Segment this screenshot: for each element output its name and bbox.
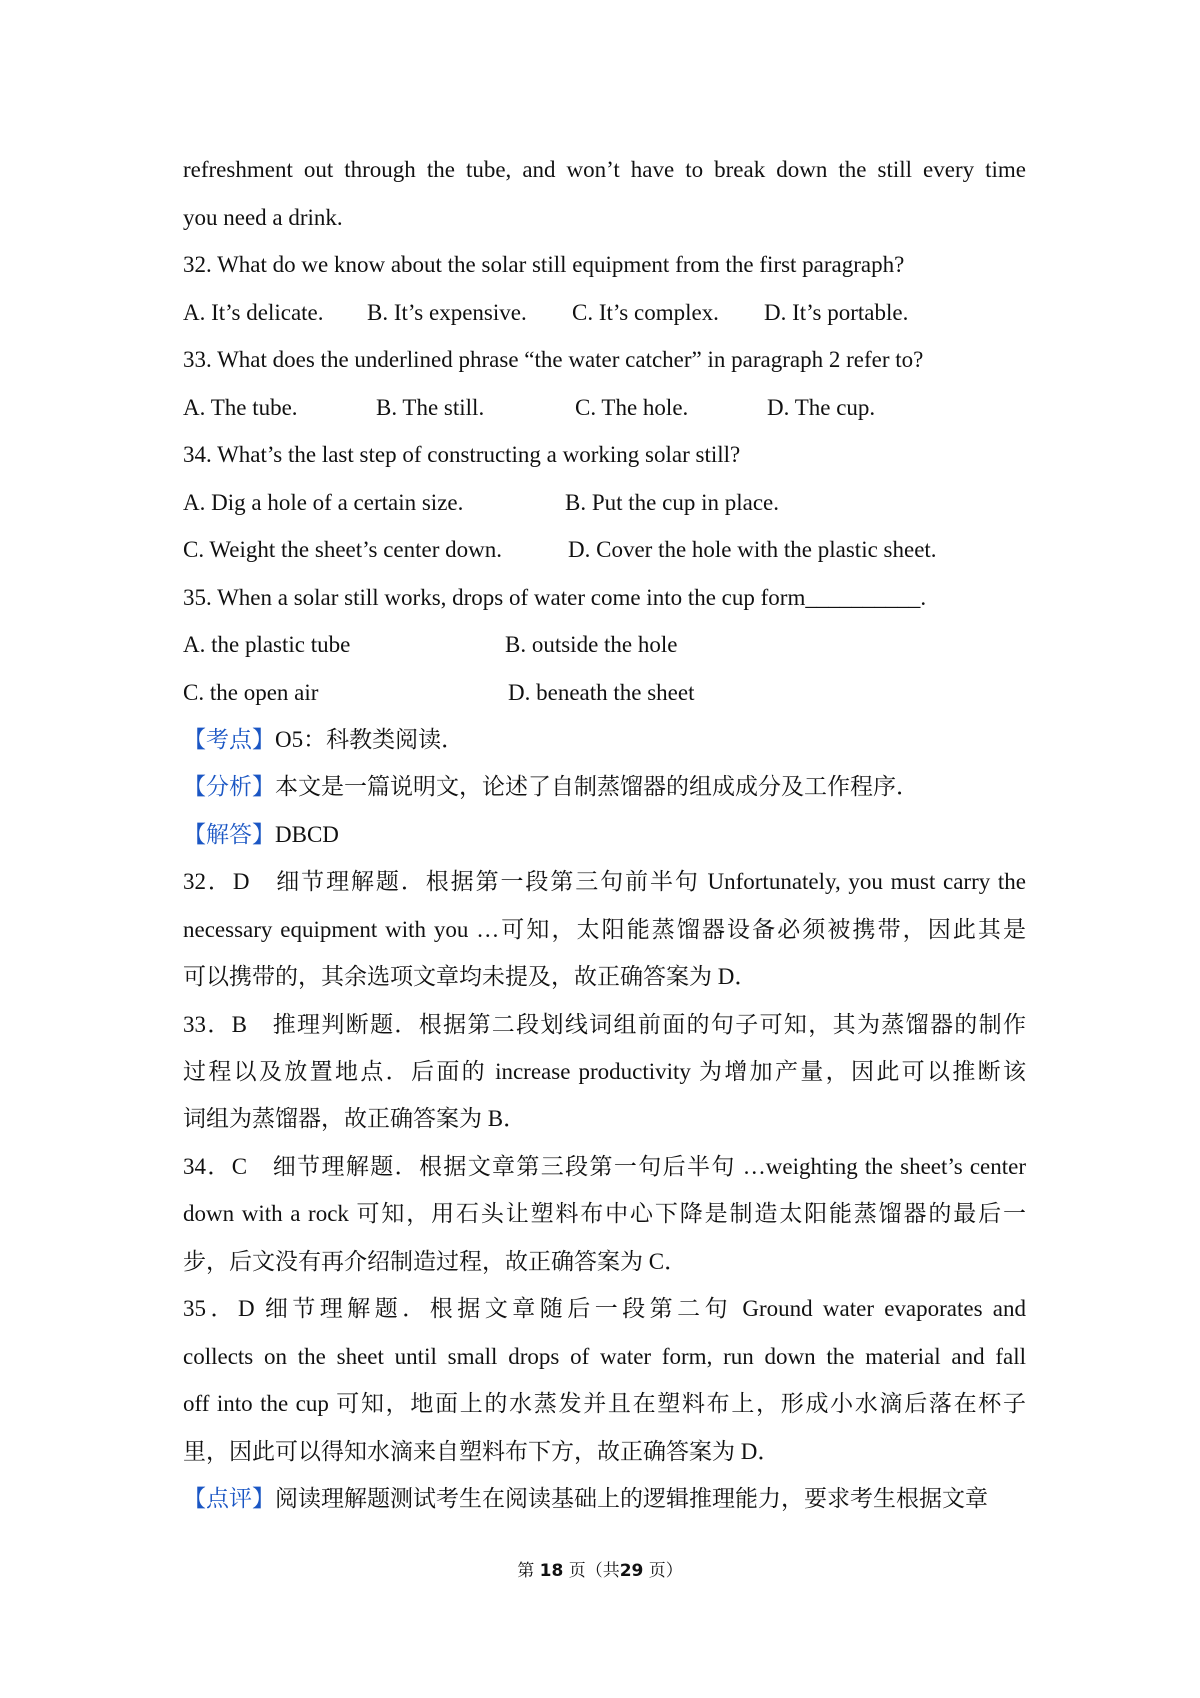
explanation-35-line: 里，因此可以得知水滴来自塑料布下方，故正确答案为 D． <box>183 1439 781 1464</box>
question-35-options-row2 <box>183 678 694 708</box>
footer-page-number: 18 <box>539 1561 564 1581</box>
question-32-options <box>183 298 908 328</box>
explanation-33-line: 过程以及放置地点．后面的 increase productivity 为增加产量，因此可以推断该 <box>183 1059 1026 1084</box>
fenxi-text: 本文是一篇说明文，论述了自制蒸馏器的组成成分及工作程序． <box>275 774 919 799</box>
explanation-33-line: 33．B 推理判断题．根据第二段划线词组前面的句子可知，其为蒸馏器的制作 <box>183 1012 1026 1037</box>
dianping-label: 【点评】 <box>183 1486 275 1511</box>
passage-line: refreshment out through the tube, and won’t have to break down the still every time <box>183 157 1026 182</box>
option-b: B. outside the hole <box>505 632 678 657</box>
question-34-stem: 34. What’s the last step of constructing a working solar still? <box>183 442 741 467</box>
dianping-section <box>183 1484 988 1514</box>
footer-suffix: 页） <box>648 1561 683 1581</box>
option-b: B. Put the cup in place. <box>565 490 779 515</box>
explanation-34-line: 步，后文没有再介绍制造过程，故正确答案为 C． <box>183 1249 688 1274</box>
footer-total-pages: 29 <box>619 1561 644 1581</box>
fenxi-section <box>183 772 919 802</box>
option-d: D. The cup. <box>767 395 876 420</box>
option-d: D. It’s portable. <box>764 300 909 325</box>
question-33-options <box>183 393 875 423</box>
option-a: A. Dig a hole of a certain size. <box>183 490 464 515</box>
explanation-35-line: 35．D 细节理解题．根据文章随后一段第二句 Ground water evaporates and <box>183 1296 1026 1321</box>
question-32-stem: 32. What do we know about the solar still equipment from the first paragraph? <box>183 252 905 277</box>
kaodian-label: 【考点】 <box>183 727 275 752</box>
option-a: A. the plastic tube <box>183 632 351 657</box>
option-c: C. Weight the sheet’s center down. <box>183 537 503 562</box>
explanation-34-line: down with a rock 可知，用石头让塑料布中心下降是制造太阳能蒸馏器的最后一 <box>183 1201 1026 1226</box>
question-34-options-row2 <box>183 535 937 565</box>
option-d: D. beneath the sheet <box>508 680 695 705</box>
jieda-section <box>183 820 339 850</box>
option-a: A. The tube. <box>183 395 298 420</box>
kaodian-text: O5：科教类阅读． <box>275 727 465 752</box>
explanation-34-line: 34．C 细节理解题．根据文章第三段第一句后半句 …weighting the sheet’s center <box>183 1154 1026 1179</box>
explanation-35-line: collects on the sheet until small drops of water form, run down the material and fall <box>183 1344 1026 1369</box>
page-footer <box>0 1559 1200 1583</box>
option-b: B. The still. <box>376 395 485 420</box>
footer-middle: 页（共 <box>568 1561 620 1581</box>
explanation-33-line: 词组为蒸馏器，故正确答案为 B． <box>183 1106 527 1131</box>
option-d: D. Cover the hole with the plastic sheet. <box>568 537 937 562</box>
option-c: C. It’s complex. <box>572 300 719 325</box>
kaodian-section <box>183 725 464 755</box>
fenxi-label: 【分析】 <box>183 774 275 799</box>
jieda-label: 【解答】 <box>183 822 275 847</box>
option-c: C. the open air <box>183 680 319 705</box>
option-b: B. It’s expensive. <box>367 300 527 325</box>
explanation-32-line: 可以携带的，其余选项文章均未提及，故正确答案为 D． <box>183 964 758 989</box>
question-35-stem: 35. When a solar still works, drops of water come into the cup form__________. <box>183 585 927 610</box>
question-34-options-row1 <box>183 488 779 518</box>
explanation-32-line: 32．D 细节理解题．根据第一段第三句前半句 Unfortunately, you must carry the <box>183 869 1026 894</box>
explanation-32-line: necessary equipment with you …可知，太阳能蒸馏器设备必须被携带，因此其是 <box>183 917 1026 942</box>
passage-line: you need a drink. <box>183 205 343 230</box>
option-a: A. It’s delicate. <box>183 300 324 325</box>
question-33-stem: 33. What does the underlined phrase “the water catcher” in paragraph 2 refer to? <box>183 347 924 372</box>
dianping-text: 阅读理解题测试考生在阅读基础上的逻辑推理能力，要求考生根据文章 <box>275 1486 988 1511</box>
option-c: C. The hole. <box>575 395 689 420</box>
explanation-35-line: off into the cup 可知，地面上的水蒸发并且在塑料布上，形成小水滴后落在杯子 <box>183 1391 1026 1416</box>
jieda-text: DBCD <box>275 822 339 847</box>
question-35-options-row1 <box>183 630 677 660</box>
footer-prefix: 第 <box>517 1561 535 1581</box>
